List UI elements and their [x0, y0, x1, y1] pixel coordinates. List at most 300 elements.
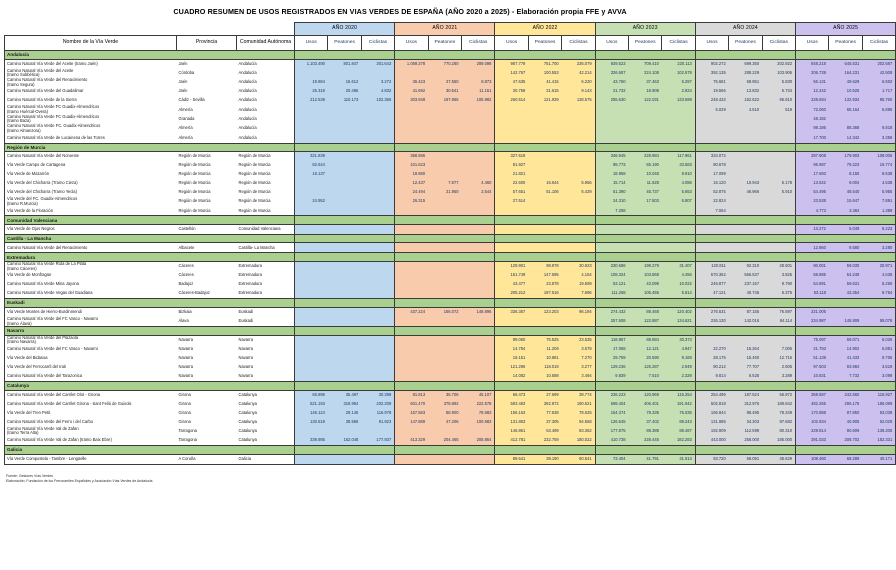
value-cell: 206.739 — [796, 69, 829, 78]
value-cell — [395, 427, 428, 436]
value-cell: 566.537 — [729, 271, 762, 280]
value-cell: 134.621 — [662, 317, 695, 327]
via-verde-name: Vía Verde del Ferrocarril del Irati — [5, 363, 177, 372]
value-cell — [595, 105, 628, 114]
value-cell: 6.026 — [862, 335, 895, 345]
year-group-header-row — [5, 23, 896, 36]
value-cell: 19.599 — [562, 280, 595, 289]
value-cell: 1.717 — [862, 87, 895, 96]
value-cell — [361, 427, 394, 436]
value-cell — [462, 280, 495, 289]
value-cell: 15.460 — [729, 354, 762, 363]
table-row — [5, 115, 896, 124]
value-cell: 15.647 — [829, 197, 862, 206]
value-cell: 99.060 — [495, 335, 528, 345]
value-cell — [428, 372, 461, 382]
value-cell — [662, 105, 695, 114]
section-spacer-cell — [595, 253, 695, 262]
value-cell — [361, 261, 394, 271]
value-cell — [462, 261, 495, 271]
value-cell: 16.774 — [862, 161, 895, 170]
value-cell: 23.878 — [528, 280, 561, 289]
value-cell: 139.205 — [862, 427, 895, 436]
value-cell — [629, 115, 662, 124]
value-cell: 43.477 — [495, 280, 528, 289]
via-verde-name: Camino Natural Vía Verde del Plazaola (tramo Navarra) — [5, 335, 177, 345]
value-cell — [295, 206, 328, 216]
comunidad-autonoma-cell: Extremadura — [237, 261, 295, 271]
comunidad-autonoma-cell: Extremadura — [237, 280, 295, 289]
value-cell: 95.760 — [862, 96, 895, 105]
comunidad-autonoma-cell: Euskadi — [237, 307, 295, 317]
value-cell: 182.283 — [662, 436, 695, 446]
via-verde-name: Vía Verde Compostela - Tambre - Lengüelle — [5, 454, 177, 464]
value-cell: 10.588 — [528, 372, 561, 382]
value-cell: 132.934 — [829, 96, 862, 105]
value-cell — [395, 372, 428, 382]
col-header-2024-peatones: Peatones — [729, 36, 762, 51]
provincia-cell: Navarra — [178, 355, 194, 361]
value-cell — [295, 307, 328, 317]
value-cell — [295, 115, 328, 124]
value-cell: 16.644 — [528, 179, 561, 188]
value-cell: 4.510 — [729, 105, 762, 114]
value-cell: 22.600 — [495, 179, 528, 188]
value-cell: 27.514 — [495, 197, 528, 206]
comunidad-autonoma-cell: Andalucía — [237, 78, 295, 87]
value-cell — [395, 280, 428, 289]
value-cell — [295, 105, 328, 114]
value-cell — [361, 170, 394, 179]
value-cell: 118.019 — [528, 363, 561, 372]
value-cell: 21.615 — [528, 87, 561, 96]
comunidad-autonoma-cell: Andalucía — [237, 69, 295, 78]
value-cell: 4.538 — [862, 179, 895, 188]
value-cell — [528, 115, 561, 124]
value-cell: 3.272 — [361, 78, 394, 87]
value-cell — [428, 363, 461, 372]
table-row — [5, 243, 896, 253]
value-cell: 232.759 — [528, 436, 561, 446]
value-cell: 84.114 — [762, 317, 795, 327]
value-cell: 133.599 — [662, 96, 695, 105]
value-cell: 93.720 — [695, 454, 728, 464]
value-cell: 4.773 — [796, 206, 829, 216]
comunidad-autonoma-cell: Euskadi — [237, 317, 295, 327]
value-cell: 2.329 — [662, 372, 695, 382]
value-cell — [361, 307, 394, 317]
table-row — [5, 372, 896, 382]
value-cell: 56.131 — [796, 78, 829, 87]
value-cell: 54.495 — [796, 188, 829, 197]
via-verde-name: Vía Verde de Monfragüe — [5, 271, 177, 280]
value-cell: 699.350 — [729, 59, 762, 69]
value-cell: 18.151 — [495, 354, 528, 363]
table-row — [5, 59, 896, 69]
via-verde-name: Camino Natural Vía Verde del FC Vasco - Navarro (tramo Álava) — [5, 317, 177, 327]
value-cell: 751.700 — [528, 59, 561, 69]
value-cell — [295, 363, 328, 372]
value-cell: 129.901 — [495, 261, 528, 271]
value-cell: 9.143 — [562, 87, 595, 96]
section-header-row — [5, 253, 896, 262]
table-row — [5, 354, 896, 363]
value-cell: 3.519 — [862, 363, 895, 372]
table-row — [5, 124, 896, 133]
value-cell: 276.531 — [695, 307, 728, 317]
value-cell — [295, 372, 328, 382]
value-cell: 336.367 — [495, 307, 528, 317]
value-cell: 326.687 — [595, 69, 628, 78]
section-spacer-cell — [695, 234, 795, 243]
provincia-cell: Girona — [178, 409, 191, 415]
value-cell: 138.575 — [562, 96, 595, 105]
value-cell: 37.463 — [629, 78, 662, 87]
section-name: Extremadura — [5, 253, 295, 262]
value-cell: 145.909 — [829, 317, 862, 327]
value-cell — [295, 271, 328, 280]
value-cell: 236.079 — [562, 59, 595, 69]
value-cell: 90.609 — [829, 427, 862, 436]
value-cell: 346.945 — [595, 152, 628, 162]
value-cell — [361, 224, 394, 234]
value-cell: 180.022 — [562, 436, 595, 446]
value-cell — [395, 454, 428, 464]
table-row — [5, 134, 896, 144]
value-cell: 2.544 — [462, 188, 495, 197]
value-cell: 48.182 — [796, 115, 829, 124]
provincia-cell: Región de Murcia — [178, 180, 211, 186]
value-cell: 7.977 — [428, 179, 461, 188]
value-cell: 14.784 — [495, 345, 528, 354]
value-cell: 108.460 — [796, 454, 829, 464]
value-cell — [462, 354, 495, 363]
value-cell: 929.523 — [595, 59, 628, 69]
value-cell — [662, 243, 695, 253]
value-cell: 83.038 — [862, 409, 895, 418]
value-cell: 226.130 — [695, 317, 728, 327]
table-row — [5, 363, 896, 372]
via-verde-name: Vía Verde Montes de Hierro-Burdinmendi — [5, 307, 177, 317]
value-cell: 12.860 — [796, 243, 829, 253]
value-cell — [328, 261, 361, 271]
value-cell — [528, 134, 561, 144]
value-cell — [361, 105, 394, 114]
value-cell — [328, 134, 361, 144]
value-cell — [361, 161, 394, 170]
value-cell — [428, 454, 461, 464]
table-row — [5, 87, 896, 96]
value-cell: 19.137 — [295, 170, 328, 179]
value-cell — [662, 224, 695, 234]
value-cell: 131.863 — [495, 418, 528, 427]
value-cell — [428, 161, 461, 170]
value-cell: 9.706 — [862, 354, 895, 363]
value-cell: 82.644 — [295, 161, 328, 170]
provincia-cell: Bizkaia — [178, 308, 192, 314]
table-row — [5, 335, 896, 345]
value-cell: 34.203 — [729, 418, 762, 427]
section-name: Comunidad Valenciana — [5, 216, 295, 225]
section-spacer-cell — [796, 382, 896, 391]
value-cell — [528, 206, 561, 216]
table-row — [5, 161, 896, 170]
value-cell — [395, 289, 428, 299]
value-cell — [295, 69, 328, 78]
value-cell — [328, 206, 361, 216]
value-cell: 79.339 — [629, 409, 662, 418]
value-cell: 519 — [762, 105, 795, 114]
table-row — [5, 206, 896, 216]
value-cell: 237.167 — [729, 280, 762, 289]
value-cell — [395, 124, 428, 133]
value-cell — [328, 243, 361, 253]
value-cell: 10.831 — [796, 372, 829, 382]
value-cell: 321.839 — [295, 152, 328, 162]
section-spacer-cell — [295, 299, 395, 308]
section-spacer-cell — [495, 382, 595, 391]
section-spacer-cell — [395, 446, 495, 455]
value-cell: 3.358 — [862, 134, 895, 144]
value-cell — [662, 134, 695, 144]
value-cell: 318.984 — [328, 400, 361, 409]
provincia-cell: Girona — [178, 418, 191, 424]
value-cell: 58.885 — [796, 271, 829, 280]
value-cell: 202.209 — [361, 400, 394, 409]
value-cell: 24.310 — [595, 197, 628, 206]
section-spacer-cell — [695, 299, 795, 308]
value-cell: 6.525 — [729, 372, 762, 382]
value-cell — [328, 152, 361, 162]
value-cell: 156.072 — [428, 307, 461, 317]
value-cell: 120.969 — [629, 390, 662, 400]
value-cell — [462, 363, 495, 372]
value-cell: 208.702 — [829, 436, 862, 446]
value-cell: 83.362 — [562, 427, 595, 436]
year-group-2021: AÑO 2021 — [395, 23, 495, 36]
value-cell: 197.516 — [528, 289, 561, 299]
value-cell: 53.121 — [595, 280, 628, 289]
value-cell: 4.832 — [361, 87, 394, 96]
value-cell: 10.022 — [662, 280, 695, 289]
section-spacer-cell — [295, 143, 395, 152]
provincia-cell: Navarra — [178, 337, 194, 343]
value-cell — [762, 197, 795, 206]
col-header-2023-peatones: Peatones — [629, 36, 662, 51]
provincia-cell: Cáceres-Badajoz — [178, 290, 210, 296]
value-cell: 20.971 — [862, 261, 895, 271]
value-cell: 14.342 — [829, 134, 862, 144]
value-cell: 18.980 — [395, 170, 428, 179]
section-spacer-cell — [796, 253, 896, 262]
value-cell — [762, 335, 795, 345]
value-cell: 21.793 — [796, 345, 829, 354]
value-cell: 9.839 — [595, 372, 628, 382]
value-cell: 9.538 — [862, 170, 895, 179]
value-cell: 87.850 — [829, 409, 862, 418]
section-spacer-cell — [395, 327, 495, 336]
section-spacer-cell — [595, 216, 695, 225]
value-cell — [361, 354, 394, 363]
value-cell: 177.875 — [595, 427, 628, 436]
value-cell — [629, 224, 662, 234]
via-verde-name: Camino Natural Vía Verde FC. Guadix-Almendricos (tramo Almanzora) — [5, 124, 177, 133]
value-cell — [729, 197, 762, 206]
value-cell: 51.106 — [528, 188, 561, 197]
section-header-row — [5, 446, 896, 455]
table-row — [5, 96, 896, 105]
section-name: Región de Murcia — [5, 143, 295, 152]
value-cell — [562, 105, 595, 114]
value-cell: 6.220 — [562, 78, 595, 87]
value-cell — [462, 345, 495, 354]
value-cell: 101.623 — [395, 161, 428, 170]
value-cell — [328, 224, 361, 234]
value-cell: 16.612 — [328, 78, 361, 87]
value-cell: 105.982 — [462, 96, 495, 105]
value-cell — [562, 243, 595, 253]
comunidad-autonoma-cell: Navarra — [237, 354, 295, 363]
value-cell — [495, 206, 528, 216]
value-cell — [295, 261, 328, 271]
col-header-2025-usos: Usos — [796, 36, 829, 51]
value-cell — [428, 115, 461, 124]
value-cell — [528, 197, 561, 206]
value-cell: 30.373 — [662, 335, 695, 345]
value-cell — [428, 354, 461, 363]
value-cell: 709.410 — [629, 59, 662, 69]
value-cell: 43.099 — [629, 280, 662, 289]
value-cell: 192.909 — [695, 427, 728, 436]
table-row — [5, 69, 896, 78]
via-verde-name: Camino Natural Vía Verde del Noroeste — [5, 152, 177, 162]
provincia-cell: Castellón — [178, 226, 196, 232]
value-cell: 296.176 — [829, 400, 862, 409]
value-cell: 17.099 — [695, 170, 728, 179]
provincia-cell: A Coruña — [177, 454, 237, 464]
value-cell: 75.681 — [695, 78, 728, 87]
value-cell: 392.872 — [528, 400, 561, 409]
value-cell: 108.324 — [595, 271, 628, 280]
value-cell: 10.525 — [829, 87, 862, 96]
value-cell — [328, 335, 361, 345]
value-cell: 6.807 — [662, 197, 695, 206]
year-group-2022: AÑO 2022 — [495, 23, 595, 36]
value-cell — [428, 335, 461, 345]
value-cell: 95.997 — [796, 161, 829, 170]
value-cell — [328, 345, 361, 354]
value-cell: 30.399 — [361, 390, 394, 400]
value-cell: 40.171 — [862, 454, 895, 464]
provincia-cell: Cáceres — [178, 263, 194, 269]
value-cell: 39.190 — [528, 454, 561, 464]
value-cell: 521.193 — [295, 400, 328, 409]
value-cell — [428, 271, 461, 280]
value-cell: 38.774 — [562, 390, 595, 400]
value-cell: 123.203 — [528, 307, 561, 317]
value-cell — [462, 317, 495, 327]
section-spacer-cell — [796, 216, 896, 225]
value-cell: 12.121 — [629, 345, 662, 354]
value-cell: 5.178 — [762, 179, 795, 188]
value-cell: 110.173 — [328, 96, 361, 105]
value-cell: 6.297 — [662, 78, 695, 87]
provincia-cell: Granada — [178, 116, 195, 122]
table-row — [5, 454, 896, 464]
value-cell — [428, 105, 461, 114]
value-cell — [528, 224, 561, 234]
value-cell: 121.296 — [495, 363, 528, 372]
value-cell: 274.432 — [595, 307, 628, 317]
value-cell: 75.525 — [528, 335, 561, 345]
section-name: Galicia — [5, 446, 295, 455]
value-cell: 583.493 — [495, 400, 528, 409]
value-cell: 224.108 — [629, 69, 662, 78]
section-spacer-cell — [495, 446, 595, 455]
value-cell: 412.781 — [495, 436, 528, 446]
table-row — [5, 152, 896, 162]
value-cell: 437.224 — [395, 307, 428, 317]
provincia-cell: Tarragona — [178, 428, 197, 433]
value-cell: 36.706 — [428, 390, 461, 400]
value-cell: 12.716 — [762, 354, 795, 363]
value-cell — [495, 243, 528, 253]
value-cell: 65.164 — [829, 105, 862, 114]
value-cell: 17.693 — [796, 170, 829, 179]
value-cell — [462, 124, 495, 133]
value-cell — [295, 289, 328, 299]
value-cell: 27.550 — [428, 78, 461, 87]
value-cell: 98.773 — [595, 161, 628, 170]
comunidad-autonoma-cell: Navarra — [237, 335, 295, 345]
value-cell — [428, 134, 461, 144]
value-cell: 9.764 — [862, 289, 895, 299]
value-cell: 234.987 — [796, 317, 829, 327]
value-cell: 257.508 — [595, 317, 628, 327]
value-cell: 97.682 — [762, 418, 795, 427]
comunidad-autonoma-cell: Región de Murcia — [237, 179, 295, 188]
value-cell: 170.888 — [796, 409, 829, 418]
spacer-cell — [5, 23, 295, 36]
value-cell: 108.005 — [862, 152, 895, 162]
table-row — [5, 280, 896, 289]
value-cell: 152.622 — [729, 96, 762, 105]
value-cell — [328, 161, 361, 170]
value-cell: 15.714 — [595, 179, 628, 188]
value-cell: 13.272 — [796, 224, 829, 234]
via-verde-name: Camino Natural Vía Verde del Carrilet Girona - Sant Feliú de Guixols — [5, 400, 177, 409]
value-cell: 334.072 — [695, 152, 728, 162]
value-cell: 19.884 — [295, 78, 328, 87]
value-cell — [295, 354, 328, 363]
value-cell: 88.468 — [629, 307, 662, 317]
value-cell: 26.315 — [395, 197, 428, 206]
value-cell: 120.811 — [695, 261, 728, 271]
col-header-name: Nombre de la Vía Verde — [5, 36, 177, 51]
value-cell — [428, 243, 461, 253]
value-cell: 102.579 — [662, 69, 695, 78]
value-cell — [762, 134, 795, 144]
value-cell: 246.877 — [695, 280, 728, 289]
section-spacer-cell — [495, 253, 595, 262]
value-cell — [462, 271, 495, 280]
provincia-cell: Girona — [178, 400, 191, 406]
value-cell: 14.082 — [495, 372, 528, 382]
value-cell: 89.388 — [629, 427, 662, 436]
via-verde-name: Vía Verde Campo de Cartagena — [5, 161, 177, 170]
value-cell: 255.630 — [595, 96, 628, 105]
value-cell: 142.767 — [495, 69, 528, 78]
